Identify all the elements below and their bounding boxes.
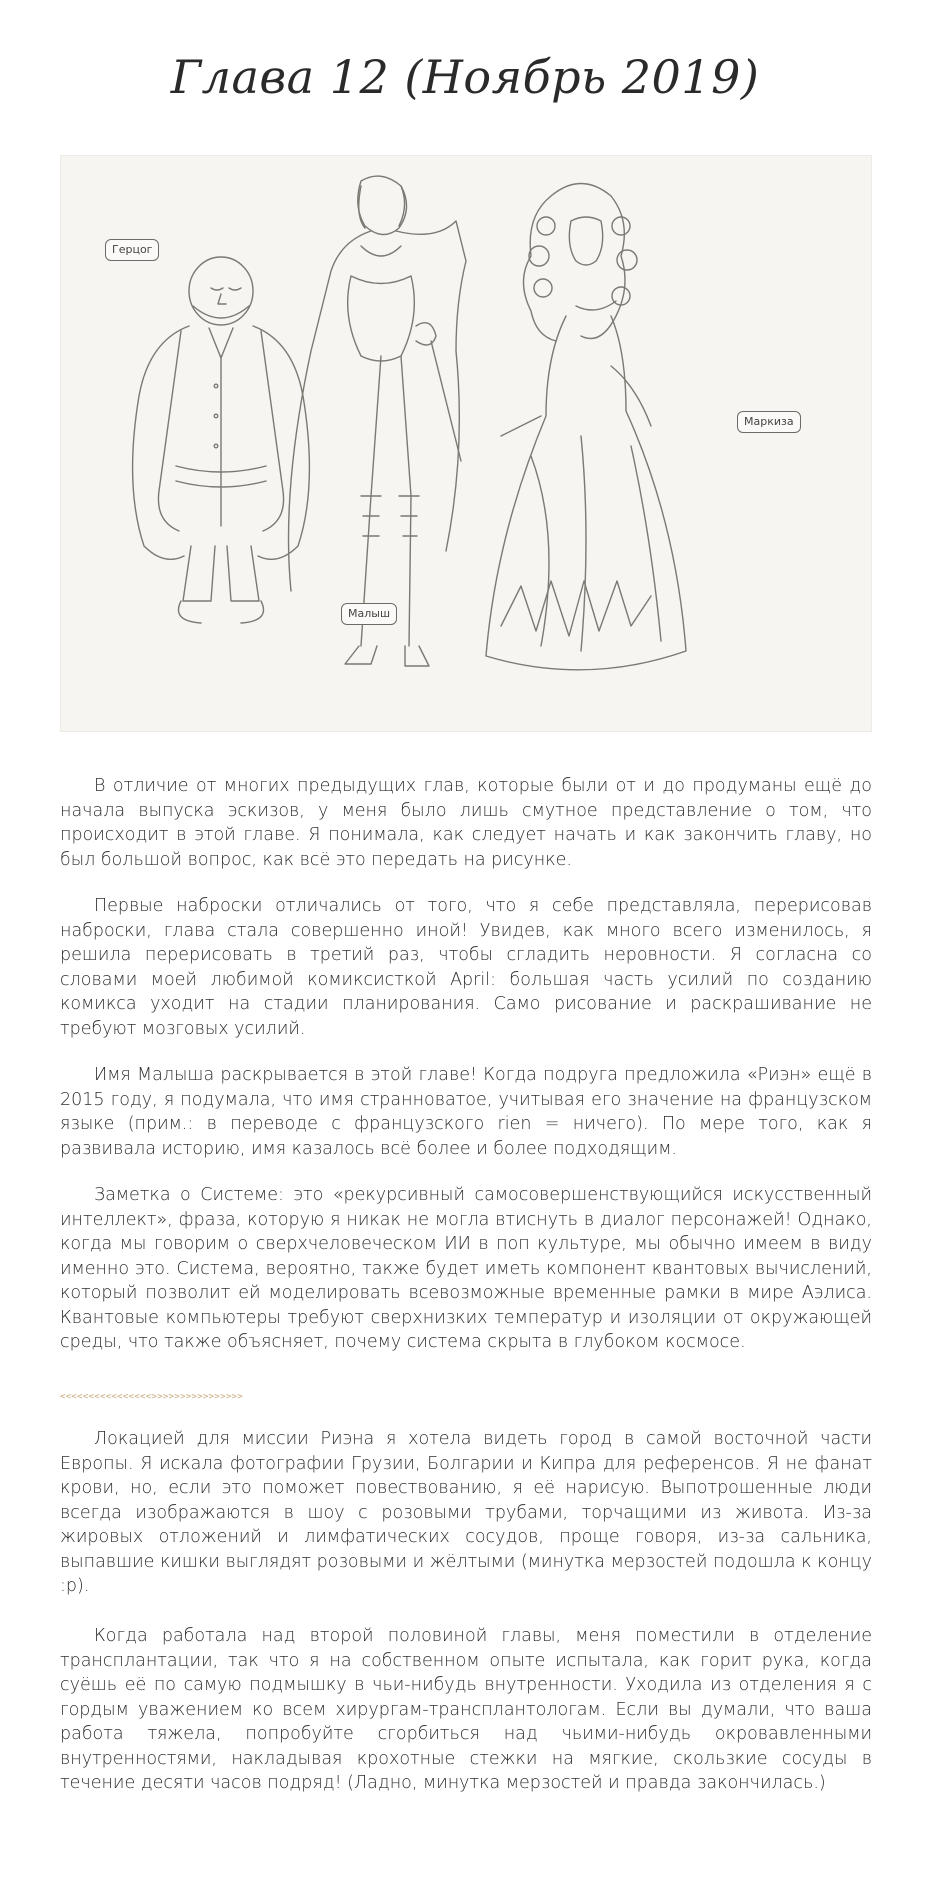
paragraph-4: Заметка о Системе: это «рекурсивный самосовершенствующийся искусственный интеллект», фраза, которую я никак не могла втиснуть в диалог персонажей! Однако, когда мы говорим о сверхчеловеческом ИИ в поп культуре, мы обычно имеем в виду именно это. Система, вероятно, также будет иметь компонент квантовых вычислений, который позволит ей моделировать всевозможные временные рамки в мире Аэлиса. Квантовые компьютеры требуют сверхнизких температур и изоляции от окружающей среды, что также объясняет, почему система скрыта в глубоком космосе. <box>60 1185 872 1352</box>
character-sketch-drawing <box>61 156 871 731</box>
paragraph-2: Первые наброски отличались от того, что я себе представляла, перерисовав наброски, глава стала совершенно иной! Увидев, как много всего изменилось, я решила перерисовать в третий раз, чтобы сгладить неровности. Я согласна со словами моей любимой комиксисткой April: большая часть усилий по созданию комикса уходит на стадии планирования. Само рисование и раскрашивание не требуют мозговых усилий. <box>60 896 872 1039</box>
character-sketch-illustration <box>60 155 872 732</box>
chapter-title: Глава 12 (Ноябрь 2019) <box>170 50 760 104</box>
duke-figure <box>133 257 310 623</box>
paragraph-1: В отличие от многих предыдущих глав, которые были от и до продуманы ещё до начала выпуска эскизов, у меня было лишь смутное представление о том, что происходит в этой главе. Я понимала, как следует начать и как закончить главу, но был большой вопрос, как всё это передать на рисунке. <box>60 776 872 870</box>
paragraph-6: Когда работала над второй половиной главы, меня поместили в отделение трансплантации, так что я на собственном опыте испытала, как горит рука, когда суёшь её по самую подмышку в чьи-нибудь внутренности. Уходила из отделения я с гордым уважением ко всем хирургам-трансплантологам. Если вы думали, что ваша работа тяжела, попробуйте сгорбиться над чьими-нибудь окровавленными внутренностями, накладывая крохотные стежки на мягкие, скользкие сосуды в течение десяти часов подряд! (Ладно, минутка мерзостей и правда закончилась.) <box>60 1626 872 1793</box>
paragraph-3: Имя Малыша раскрывается в этой главе! Когда подруга предложила «Риэн» ещё в 2015 году, я подумала, что имя странноватое, учитывая его значение на французском языке (прим.: в переводе с французского rien = ничего). По мере того, как я развивала историю, имя казалось всё более и более подходящим. <box>60 1065 872 1159</box>
label-malysh: Малыш <box>341 603 397 625</box>
marquise-figure <box>486 184 686 670</box>
label-markiza: Маркиза <box>737 411 801 433</box>
label-gerzog: Герцог <box>105 239 159 261</box>
youth-figure <box>289 176 467 666</box>
ornamental-divider: <<<<<<<<<<<<<<<<>>>>>>>>>>>>>>>> <box>60 1392 243 1402</box>
paragraph-5: Локацией для миссии Риэна я хотела видеть город в самой восточной части Европы. Я искала фотографии Грузии, Болгарии и Кипра для референсов. Я не фанат крови, но, если это поможет повествованию, я её нарисую. Выпотрошенные люди всегда изображаются в шоу с розовыми трубами, торчащими из живота. Из-за жировых отложений и лимфатических сосудов, проще говоря, из-за сальника, выпавшие кишки выглядят розовыми и жёлтыми (минутка мерзостей подошла к концу :p). <box>60 1429 872 1596</box>
